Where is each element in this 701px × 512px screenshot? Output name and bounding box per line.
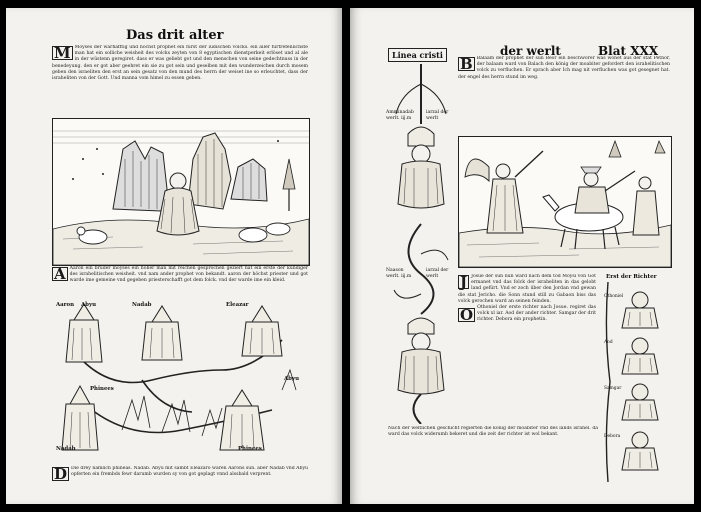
- moses-woodcut: [52, 118, 310, 266]
- left-paragraph-aaron-text: Aaron ein bruder moyses ein hoher man mit reichen gesprochen geziert hat ein erste der kündiger des israhelitischen weisheit. vnd nam ander prophet von bekandt. aaron der höchst priester und got warde ime gemeine vnd gegeben priesterschafft got dem folck. vnd der warde ime ein kleid.: [69, 266, 308, 284]
- judge-name-1: Othoniel: [604, 294, 624, 299]
- aaron-sons-woodcut: [52, 300, 308, 460]
- label-nadab-bottom: Nadab: [56, 446, 76, 452]
- annotation-naason: Naason werlt. iij.m: [386, 268, 412, 279]
- linea-cristi-label: Linea cristi: [388, 48, 447, 62]
- label-abyu-bottom: Abyu: [284, 376, 300, 382]
- right-paragraph-balaam-text: Balaam der prophet der sun Beor ein beschwörer was wonet aus der stat Pethor, der balaam ward von Balach den könig der moabiter gefordert den israhelitischen volck zu verfluchen. Er sprach aber Ich mag nit verfluchen was got gesegnet hat. der engel des herrn stund im weg.: [458, 56, 670, 80]
- right-paragraph-josue: J Josue der sun nun ward nach dem tod Moysi von Got ermanet vnd das folck der israheliten in das gelobt land gefürt. Vnd er zoch über den Jordan vnd gewan die stat Jericho. die Sonn stund still zu Gabaon biss das volck gerochen ward an seinen feinden. O Othoniel der erste richter nach Josue. regiret das volck xl iar. Aod der ander richter. Samgar der drit richter. Debora ein prophetin.: [458, 274, 596, 325]
- balaam-woodcut: [458, 136, 672, 268]
- judge-name-4: Debora: [604, 434, 621, 439]
- right-page-blat: Blat XXX: [598, 44, 659, 58]
- label-aaron: Aaron: [56, 302, 75, 308]
- label-bottom-left: Phinees: [238, 446, 262, 452]
- left-paragraph-moses: M Moyses der warhafftig und höchst prophet ein fürst der iüdischen volcks. ein aller fürtrefenlichste man hat ein solliche weisheit des volcks zeyten von 8 egyptischen dienstperkeit erlöset und al ale in der wüstenn geregiret. dass er was geliebt got und den menschen von seine gedechtnuss in der benedeyung. den er got aber geehret ein sie zu got sein und geselben mit den wunderzeichen durch mosem geben den israeliten den erst an sein gesatz von den mund des herrn der weiset ine so erleuchtet, dass der israheliten von der Gott. Und manna vom himel zu essen geben.: [52, 45, 308, 82]
- annotation-amminadab: Amminadab werlt. iij.m: [386, 110, 414, 121]
- right-paragraph-josue-text: Josue der sun nun ward nach dem tod Moysi von Got ermanet vnd das folck der israheliten in das gelobt land gefürt. Vnd er zoch über den Jordan vnd gewan die stat Jericho. die Sonn stund still zu Gabaon biss das volck gerochen ward an seinen feinden.: [458, 274, 596, 304]
- left-paragraph-sons-text: Die drey namlich phineas. Nadab. Abyu mit sambt Eleazaro waren Aarons sün. aber Nadab vnd Abyu opferten ein frembds fewr darumb wurden sy von got geplagt vnnd alssbald verprent.: [71, 466, 308, 478]
- right-page-header: der werlt: [500, 44, 561, 58]
- label-abyu-top: Abyu: [81, 302, 97, 308]
- right-paragraph-balaam: B Balaam der prophet der sun Beor ein beschwörer was wonet aus der stat Pethor, der balaam ward von Balach den könig der moabiter gefordert den israhelitischen volck zu verfluchen. Er sprach aber Ich mag nit verfluchen was got gesegnet hat. der engel des herrn stund im weg.: [458, 56, 670, 80]
- right-page: [350, 8, 694, 504]
- annotation-naason-year: iarzal der werlt: [426, 268, 449, 279]
- label-eleazar: Eleazar: [226, 302, 249, 308]
- judge-name-2: Aod: [604, 340, 613, 345]
- judges-sidebar-title: Erst der Richter: [606, 274, 657, 280]
- annotation-amminadab-year: iarzal der werlt: [426, 110, 449, 121]
- left-page: [6, 8, 342, 504]
- left-paragraph-sons: D Die drey namlich phineas. Nadab. Abyu mit sambt Eleazaro waren Aarons sün. aber Nadab vnd Abyu opferten ein frembds fewr darumb wurden sy von got geplagt vnnd alssbald verprent.: [54, 466, 308, 483]
- right-paragraph-closing-text: Nach der weltlichen geschicht regierten die könig der moabiter vnd des lands israhel. da ward das volck widerumb bekeret und die zeit der richter ist wol bekant.: [388, 426, 598, 438]
- right-paragraph-closing: [388, 426, 598, 488]
- right-paragraph-othoniel-text: Othoniel der erste richter nach Josue. regiret das volck xl iar. Aod der ander richter. Samgar der drit richter. Debora ein prophetin.: [477, 305, 596, 323]
- left-page-header: Das drit alter: [126, 28, 224, 43]
- label-nadab: Nadab: [132, 302, 152, 308]
- judge-name-3: Samgar: [604, 386, 622, 391]
- judges-sidebar: [600, 282, 674, 482]
- label-phinees: Phinees: [90, 386, 114, 392]
- left-paragraph-aaron: A Aaron ein bruder moyses ein hoher man mit reichen gesprochen geziert hat ein erste der kündiger des israhelitischen weisheit. vnd nam ander prophet von bekandt. aaron der höchst priester und got warde ime gemeine vnd gegeben priesterschafft got dem folck. vnd der warde ime ein kleid.: [54, 266, 308, 284]
- left-paragraph-moses-text: Moyses der warhafftig und höchst prophet ein fürst der iüdischen volcks. ein aller fürtrefenlichste man hat ein solliche weisheit des volcks zeyten von 8 egyptischen dienstperkeit erlöset und al ale in der wüstenn geregiret. dass er was geliebt got und den menschen von seine gedechtnuss in der benedeyung. den er got aber geehret ein sie zu got sein und geselben mit den wunderzeichen durch mosem geben den israeliten den erst an sein gesatz von den mund des herrn der weiset ine so erleuchtet, dass der israheliten von der Gott. Und manna vom himel zu essen geben.: [52, 45, 308, 82]
